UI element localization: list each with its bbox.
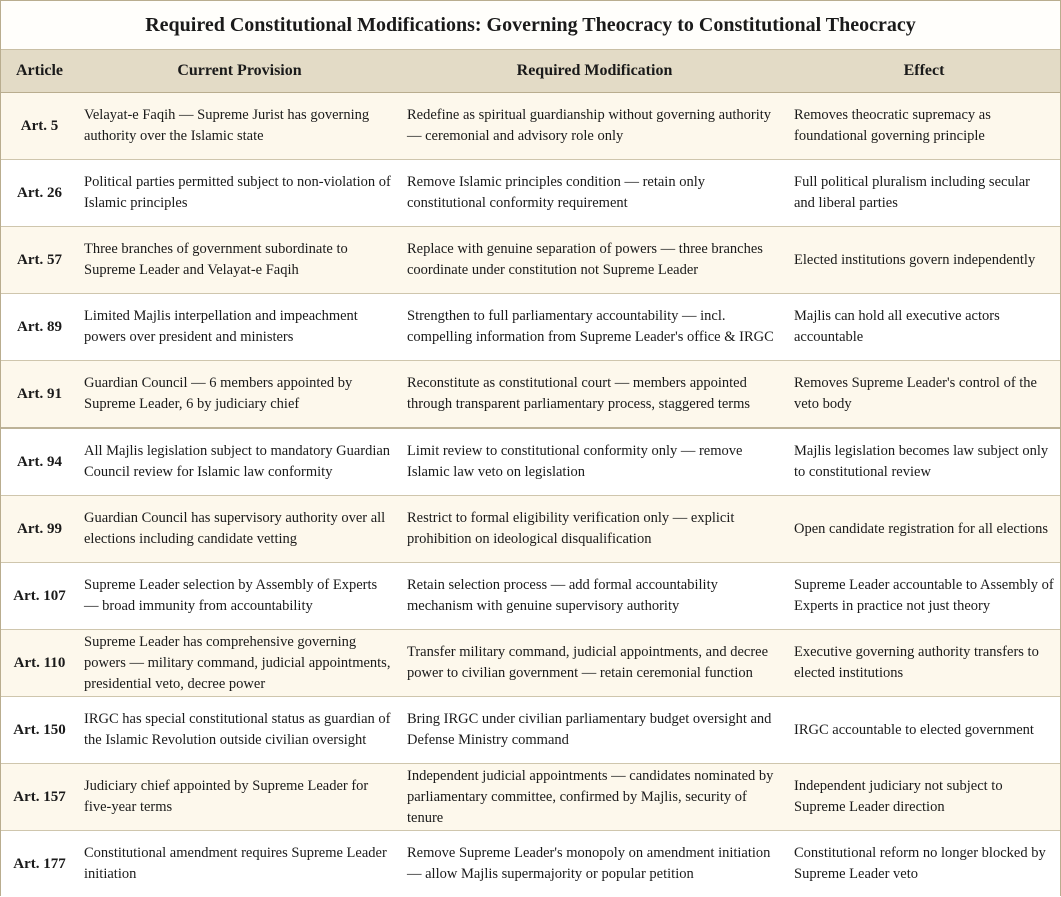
required-modification-cell: Bring IRGC under civilian parliamentary budget oversight and Defense Ministry command <box>401 697 788 764</box>
header-article: Article <box>1 50 78 93</box>
article-cell: Art. 5 <box>1 93 78 160</box>
required-modification-cell: Transfer military command, judicial appointments, and decree power to civilian government — retain ceremonial function <box>401 630 788 697</box>
effect-cell: Majlis legislation becomes law subject only to constitutional review <box>788 428 1060 496</box>
table-row <box>1 831 1060 897</box>
required-modification-cell: Replace with genuine separation of powers — three branches coordinate under constitution not Supreme Leader <box>401 227 788 294</box>
article-cell: Art. 99 <box>1 496 78 563</box>
current-provision-cell: Three branches of government subordinate to Supreme Leader and Velayat-e Faqih <box>78 227 401 294</box>
table-row <box>1 227 1060 294</box>
table-row <box>1 630 1060 697</box>
current-provision-cell: Political parties permitted subject to non-violation of Islamic principles <box>78 160 401 227</box>
table-row <box>1 697 1060 764</box>
required-modification-cell: Restrict to formal eligibility verification only — explicit prohibition on ideological disqualification <box>401 496 788 563</box>
article-cell: Art. 107 <box>1 563 78 630</box>
header-row <box>1 50 1060 93</box>
article-cell: Art. 150 <box>1 697 78 764</box>
effect-cell: Elected institutions govern independently <box>788 227 1060 294</box>
table-row <box>1 93 1060 160</box>
header-current-provision: Current Provision <box>78 50 401 93</box>
effect-cell: IRGC accountable to elected government <box>788 697 1060 764</box>
effect-cell: Full political pluralism including secular and liberal parties <box>788 160 1060 227</box>
required-modification-cell: Independent judicial appointments — candidates nominated by parliamentary committee, confirmed by Majlis, security of tenure <box>401 764 788 831</box>
current-provision-cell: Judiciary chief appointed by Supreme Leader for five-year terms <box>78 764 401 831</box>
effect-cell: Supreme Leader accountable to Assembly of Experts in practice not just theory <box>788 563 1060 630</box>
current-provision-cell: All Majlis legislation subject to mandatory Guardian Council review for Islamic law conformity <box>78 428 401 496</box>
required-modification-cell: Remove Islamic principles condition — retain only constitutional conformity requirement <box>401 160 788 227</box>
table-row <box>1 428 1060 496</box>
table-row <box>1 294 1060 361</box>
effect-cell: Removes Supreme Leader's control of the veto body <box>788 361 1060 429</box>
article-cell: Art. 157 <box>1 764 78 831</box>
effect-cell: Open candidate registration for all elections <box>788 496 1060 563</box>
article-cell: Art. 110 <box>1 630 78 697</box>
table-row <box>1 361 1060 429</box>
article-cell: Art. 57 <box>1 227 78 294</box>
table-row <box>1 496 1060 563</box>
header-effect: Effect <box>788 50 1060 93</box>
current-provision-cell: Velayat-e Faqih — Supreme Jurist has governing authority over the Islamic state <box>78 93 401 160</box>
article-cell: Art. 26 <box>1 160 78 227</box>
required-modification-cell: Strengthen to full parliamentary accountability — incl. compelling information from Supreme Leader's office & IRGC <box>401 294 788 361</box>
effect-cell: Constitutional reform no longer blocked by Supreme Leader veto <box>788 831 1060 897</box>
article-cell: Art. 94 <box>1 428 78 496</box>
article-cell: Art. 91 <box>1 361 78 429</box>
effect-cell: Majlis can hold all executive actors accountable <box>788 294 1060 361</box>
current-provision-cell: Supreme Leader selection by Assembly of Experts — broad immunity from accountability <box>78 563 401 630</box>
effect-cell: Independent judiciary not subject to Supreme Leader direction <box>788 764 1060 831</box>
required-modification-cell: Remove Supreme Leader's monopoly on amendment initiation — allow Majlis supermajority or popular petition <box>401 831 788 897</box>
header-required-modification: Required Modification <box>401 50 788 93</box>
current-provision-cell: Limited Majlis interpellation and impeachment powers over president and ministers <box>78 294 401 361</box>
effect-cell: Executive governing authority transfers to elected institutions <box>788 630 1060 697</box>
current-provision-cell: Guardian Council — 6 members appointed by Supreme Leader, 6 by judiciary chief <box>78 361 401 429</box>
current-provision-cell: IRGC has special constitutional status as guardian of the Islamic Revolution outside civilian oversight <box>78 697 401 764</box>
required-modification-cell: Reconstitute as constitutional court — members appointed through transparent parliamentary process, staggered terms <box>401 361 788 429</box>
table-row <box>1 764 1060 831</box>
current-provision-cell: Constitutional amendment requires Supreme Leader initiation <box>78 831 401 897</box>
article-cell: Art. 177 <box>1 831 78 897</box>
table-row <box>1 563 1060 630</box>
table-row <box>1 160 1060 227</box>
required-modification-cell: Retain selection process — add formal accountability mechanism with genuine supervisory authority <box>401 563 788 630</box>
current-provision-cell: Guardian Council has supervisory authority over all elections including candidate vetting <box>78 496 401 563</box>
required-modification-cell: Limit review to constitutional conformity only — remove Islamic law veto on legislation <box>401 428 788 496</box>
required-modification-cell: Redefine as spiritual guardianship without governing authority — ceremonial and advisory role only <box>401 93 788 160</box>
current-provision-cell: Supreme Leader has comprehensive governing powers — military command, judicial appointments, presidential veto, decree power <box>78 630 401 697</box>
effect-cell: Removes theocratic supremacy as foundational governing principle <box>788 93 1060 160</box>
modifications-table <box>1 50 1060 897</box>
table-title: Required Constitutional Modifications: Governing Theocracy to Constitutional Theocracy <box>1 1 1060 50</box>
article-cell: Art. 89 <box>1 294 78 361</box>
